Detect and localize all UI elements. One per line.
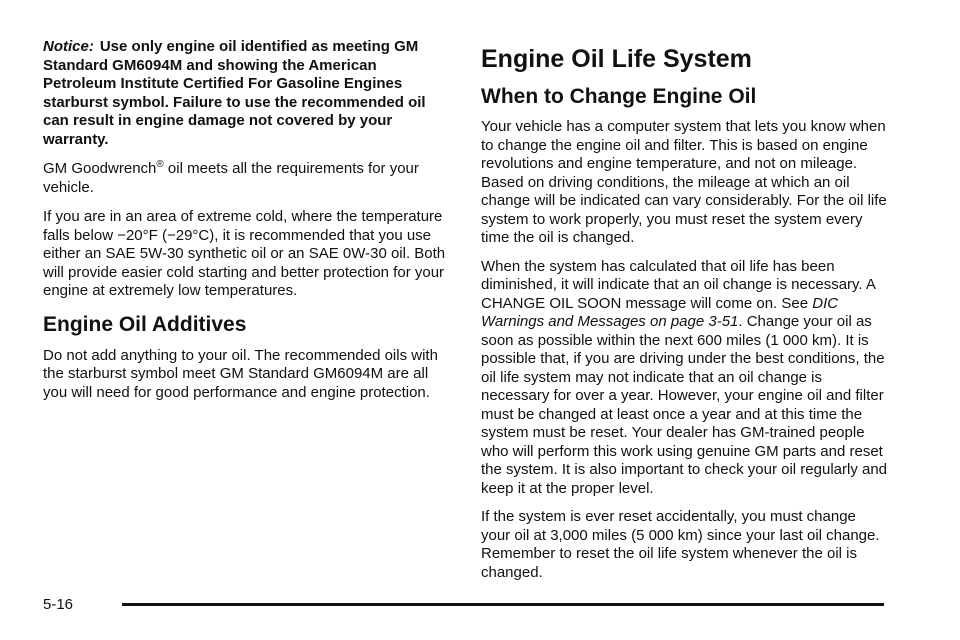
oil-life-paragraph-1: Your vehicle has a computer system that lets you know when to change the engine oil and filter. This is based on engine revolutions and engine temperature, and not on mileage. Based on driving conditions, the mileage at which an oil change will be indicated can vary considerably. For the oil life system to work properly, you must reset the system every time the oil is changed. bbox=[481, 118, 887, 246]
notice-paragraph bbox=[43, 38, 451, 149]
notice-label: Notice: bbox=[43, 38, 94, 55]
oil-life-paragraph-3: If the system is ever reset accidentally, you must change your oil at 3,000 miles (5 000 km) since your last oil change. Remember to reset the oil life system whenever the oil is changed. bbox=[481, 508, 880, 581]
page-number: 5-16 bbox=[43, 596, 74, 613]
section-subtitle: When to Change Engine Oil bbox=[481, 85, 757, 108]
goodwrench-paragraph bbox=[43, 160, 451, 197]
registered-mark: ® bbox=[156, 159, 164, 170]
oil-life-paragraph-2-pre: When the system has calculated that oil life has been diminished, it will indicate that an oil change is necessary. A CHANGE OIL SOON message will come on. See bbox=[481, 257, 876, 312]
right-column bbox=[481, 44, 889, 592]
dic-reference-link[interactable]: DIC Warnings and Messages on page 3-51 bbox=[481, 294, 839, 330]
footer-rule bbox=[122, 603, 884, 606]
goodwrench-pre: GM Goodwrench bbox=[43, 160, 157, 177]
oil-life-paragraph-2-post: . Change your oil as soon as possible within the next 600 miles (1 000 km). It is possible that, if you are driving under the best conditions, the oil life system may not indicate that an oil change is necessary for over a year. However, your engine oil and filter must be changed at least once a year and at this time the system must be reset. Your dealer has GM-trained people who will perform this work using genuine GM parts and reset the system. It is also important to check your oil regularly and keep it at the proper level. bbox=[481, 313, 888, 497]
goodwrench-post: oil meets all the requirements for your vehicle. bbox=[43, 160, 419, 196]
section-title: Engine Oil Life System bbox=[481, 45, 752, 73]
cold-climate-paragraph: If you are in an area of extreme cold, where the temperature falls below −20°F (−29°C), it is recommended that you use either an SAE 5W-30 synthetic oil or an SAE 0W-30 oil. Both will provide easier cold starting and better protection for your engine at extremely low temperatures. bbox=[43, 208, 446, 299]
notice-text: Use only engine oil identified as meeting GM Standard GM6094M and showing the American Petroleum Institute Certified For Gasoline Engines starburst symbol. Failure to use the recommended oil can result in engine damage not covered by your warranty. bbox=[43, 38, 426, 148]
additives-paragraph: Do not add anything to your oil. The recommended oils with the starburst symbol meet GM Standard GM6094M are all you will need for good performance and engine protection. bbox=[43, 346, 438, 401]
left-column bbox=[43, 38, 451, 413]
oil-life-paragraph-2 bbox=[481, 258, 889, 499]
additives-heading: Engine Oil Additives bbox=[43, 312, 247, 336]
